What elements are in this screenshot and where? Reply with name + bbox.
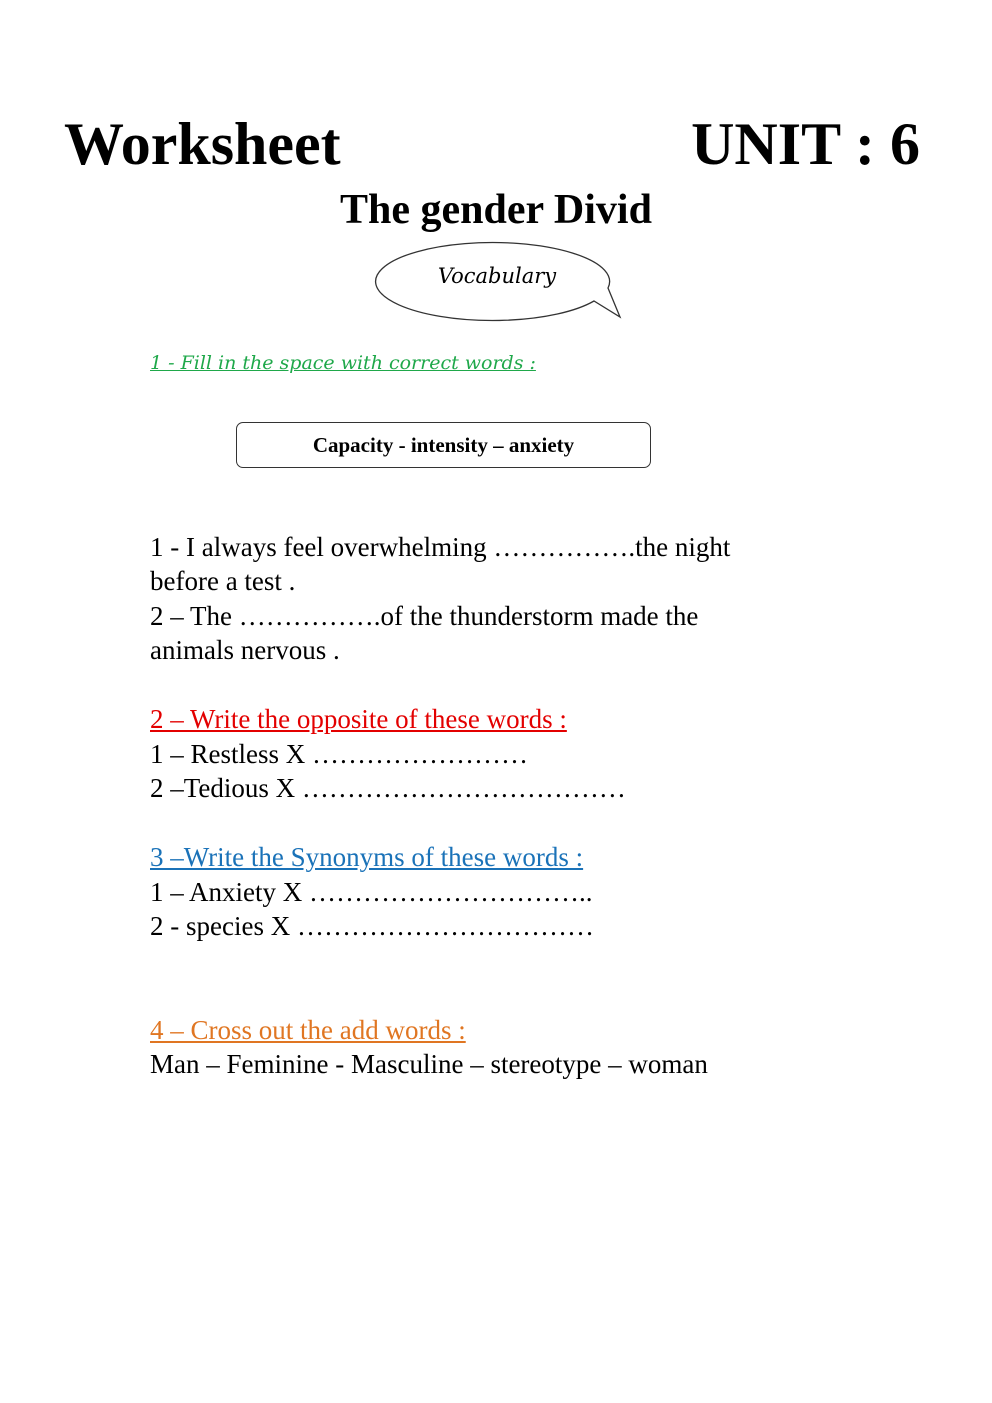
section1-line: 2 – The …………….of the thunderstorm made the (150, 601, 699, 631)
word-bank-box (236, 422, 651, 468)
section4-words: Man – Feminine - Masculine – stereotype – woman (150, 1049, 708, 1079)
section1-line: 1 - I always feel overwhelming …………….the night (150, 532, 731, 562)
section1-line: animals nervous . (150, 635, 340, 665)
section3-heading: 3 –Write the Synonyms of these words : (150, 842, 584, 872)
section4-heading: 4 – Cross out the add words : (150, 1015, 466, 1045)
lesson-subtitle: The gender Divid (340, 187, 652, 233)
section1-line: before a test . (150, 566, 296, 596)
section2-heading: 2 – Write the opposite of these words : (150, 704, 567, 734)
worksheet-title: Worksheet (64, 111, 341, 177)
section1-instruction: 1 - Fill in the space with correct words : (150, 352, 536, 374)
section3-item: 1 – Anxiety X ………………………….. (150, 877, 593, 907)
vocabulary-bubble-label: Vocabulary (437, 264, 557, 288)
section2-item: 2 –Tedious X ……………………………… (150, 773, 626, 803)
section3-item: 2 - species X …………………………… (150, 911, 594, 941)
word-bank-text: Capacity - intensity – anxiety (312, 432, 575, 457)
section2-item: 1 – Restless X …………………… (150, 739, 528, 769)
unit-label: UNIT : 6 (691, 111, 920, 177)
